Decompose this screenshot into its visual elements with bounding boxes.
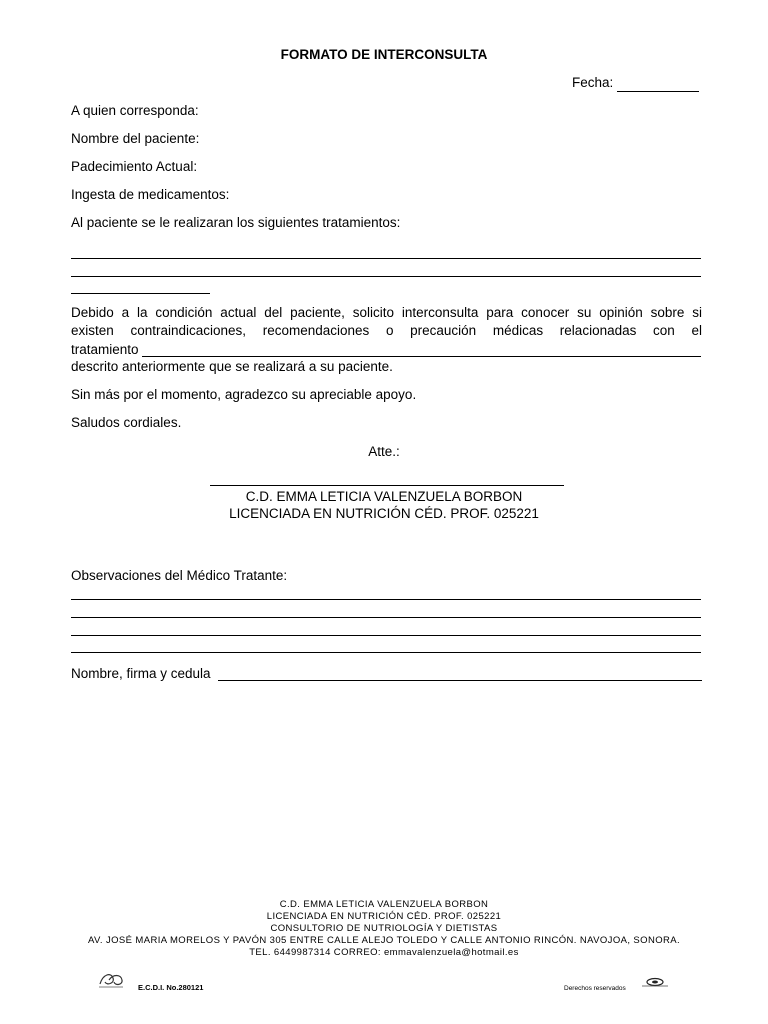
ecdi-logo-icon (97, 970, 125, 990)
observaciones-label: Observaciones del Médico Tratante: (71, 568, 288, 583)
tratamientos-line-3 (71, 293, 210, 294)
padecimiento-label: Padecimiento Actual: (71, 159, 198, 174)
paragraph-line-2: existen contraindicaciones, recomendaciones o precaución médicas relacionadas con el (71, 323, 702, 338)
signature-line (210, 485, 564, 486)
document-title: FORMATO DE INTERCONSULTA (280, 47, 488, 62)
paragraph-line-1: Debido a la condición actual del paciente, solicito interconsulta para conocer su opinión sobre si (71, 305, 702, 320)
ecdi-number: E.C.D.I. No.280121 (138, 983, 204, 992)
nombre-firma-label: Nombre, firma y cedula (71, 666, 211, 681)
observaciones-line-1 (71, 599, 701, 600)
tratamientos-label: Al paciente se le realizaran los siguientes tratamientos: (71, 215, 401, 230)
atte-label: Atte.: (368, 444, 400, 459)
closing-thanks: Sin más por el momento, agradezco su apreciable apoyo. (71, 387, 417, 402)
tratamientos-line-1 (71, 258, 701, 259)
closing-greeting: Saludos cordiales. (71, 415, 182, 430)
paragraph-line-4: descrito anteriormente que se realizará a su paciente. (71, 359, 393, 374)
tratamiento-blank (142, 356, 701, 357)
signer-title: LICENCIADA EN NUTRICIÓN CÉD. PROF. 025221 (229, 506, 539, 521)
tratamiento-label: tratamiento (71, 342, 139, 357)
ingesta-label: Ingesta de medicamentos: (71, 187, 230, 202)
copyright-logo-icon (640, 975, 670, 987)
derechos-reservados: Derechos reservados (564, 985, 626, 992)
observaciones-line-3 (71, 635, 701, 636)
nombre-firma-line (218, 680, 702, 681)
observaciones-line-2 (71, 617, 701, 618)
footer-contact: TEL. 6449987314 CORREO: emmavalenzuela@hotmail.es (249, 947, 519, 958)
paragraph-line-3 (71, 341, 139, 358)
tratamientos-line-2 (71, 276, 701, 277)
observaciones-line-4 (71, 652, 701, 653)
footer-address: AV. JOSÉ MARIA MORELOS Y PAVÓN 305 ENTRE CALLE ALEJO TOLEDO Y CALLE ANTONIO RINCÓN. NAVOJOA, SONORA. (87, 935, 681, 946)
fecha-blank (617, 74, 699, 92)
nombre-paciente-label: Nombre del paciente: (71, 131, 200, 146)
footer-consultorio: CONSULTORIO DE NUTRIOLOGÍA Y DIETISTAS (270, 923, 498, 934)
footer-name: C.D. EMMA LETICIA VALENZUELA BORBON (279, 899, 489, 910)
fecha-label: Fecha: (572, 75, 614, 90)
a-quien-label: A quien corresponda: (71, 103, 199, 118)
signer-name: C.D. EMMA LETICIA VALENZUELA BORBON (245, 489, 523, 504)
fecha-field (572, 74, 699, 92)
footer-title: LICENCIADA EN NUTRICIÓN CÉD. PROF. 025221 (266, 911, 502, 922)
